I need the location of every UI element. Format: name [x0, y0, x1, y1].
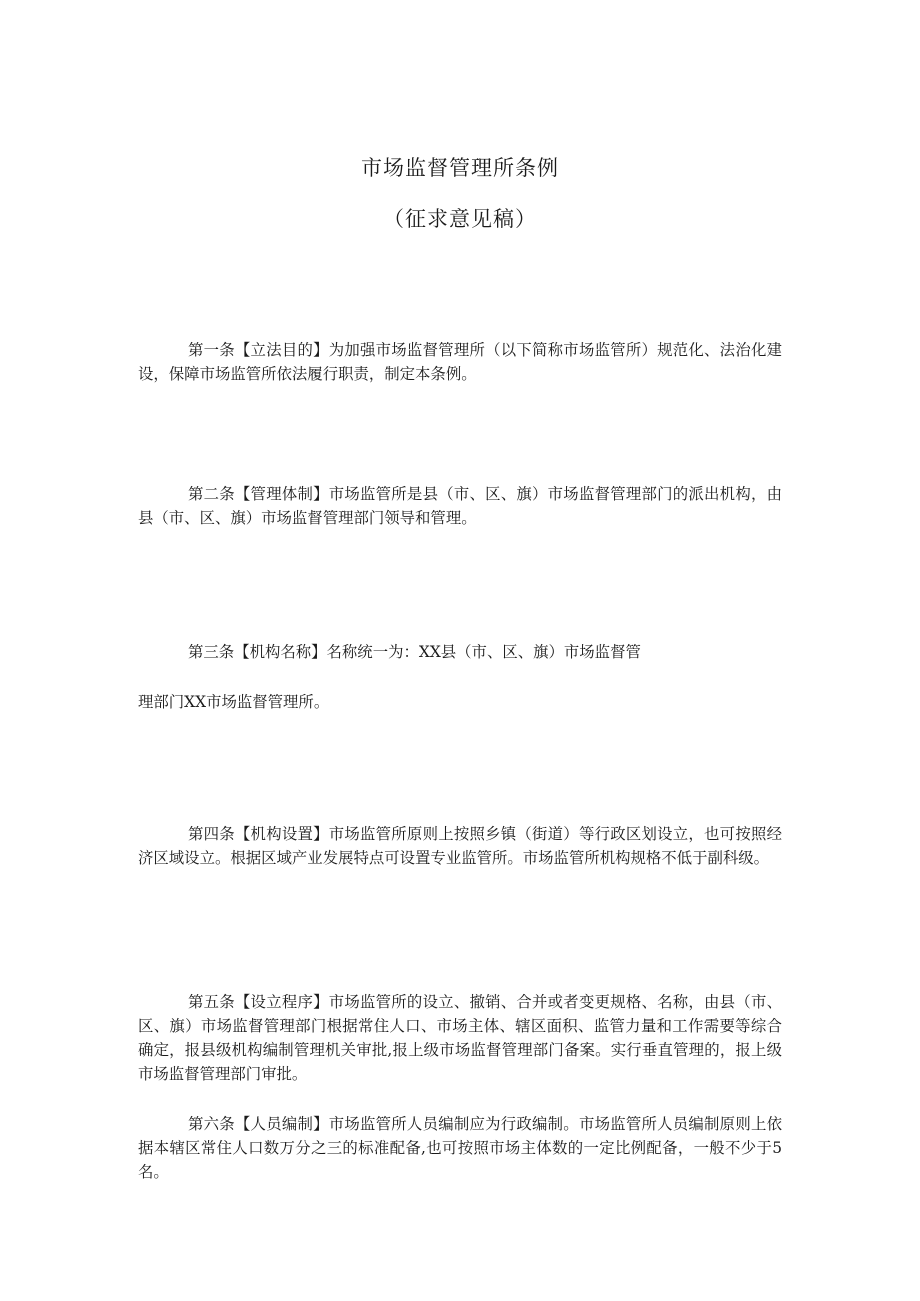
document-subtitle: （征求意见稿）	[383, 207, 537, 231]
article-3-line-1: 第三条【机构名称】名称统一为：XX县（市、区、旗）市场监督管	[188, 643, 641, 661]
article-1-paragraph: 第一条【立法目的】为加强市场监督管理所（以下简称市场监管所）规范化、法治化建设，保障市场监管所依法履行职责，制定本条例。	[138, 341, 782, 383]
document-title: 市场监督管理所条例	[361, 156, 559, 180]
article-2-paragraph: 第二条【管理体制】市场监管所是县（市、区、旗）市场监督管理部门的派出机构，由县（市、区、旗）市场监督管理部门领导和管理。	[138, 485, 782, 527]
article-5-paragraph: 第五条【设立程序】市场监管所的设立、撤销、合并或者变更规格、名称，由县（市、区、旗）市场监督管理部门根据常住人口、市场主体、辖区面积、监管力量和工作需要等综合确定，报县级机构编制管理机关审批,报上级市场监督管理部门备案。实行垂直管理的，报上级市场监督管理部门审批。	[138, 993, 782, 1083]
article-3-line-2: 理部门XX市场监督管理所。	[138, 693, 330, 711]
article-4-paragraph: 第四条【机构设置】市场监管所原则上按照乡镇（街道）等行政区划设立，也可按照经济区域设立。根据区域产业发展特点可设置专业监管所。市场监管所机构规格不低于副科级。	[138, 825, 782, 867]
article-6-paragraph: 第六条【人员编制】市场监管所人员编制应为行政编制。市场监管所人员编制原则上依据本辖区常住人口数万分之三的标准配备,也可按照市场主体数的一定比例配备，一般不少于5名。	[138, 1115, 782, 1181]
